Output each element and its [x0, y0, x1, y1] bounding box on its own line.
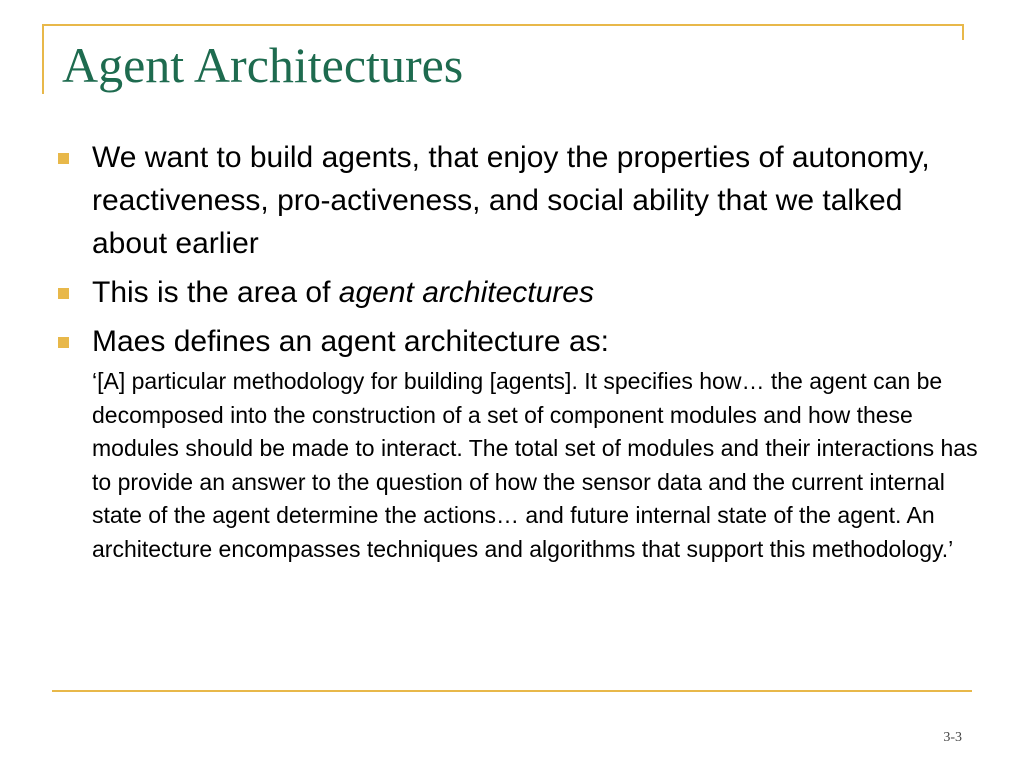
bullet-item-2	[58, 271, 978, 314]
square-bullet-icon	[58, 337, 69, 348]
definition-quote: ‘[A] particular methodology for building [agents]. It specifies how… the agent can be decomposed into the construction of a set of component modules and how these modules should be made to interact. The total set of modules and their interactions has to provide an answer to the question of how the sensor data and the current internal state of the agent determine the actions… and future internal state of the agent. An architecture encompasses techniques and algorithms that support this methodology.’	[92, 368, 978, 562]
square-bullet-icon	[58, 288, 69, 299]
bullet-text: We want to build agents, that enjoy the properties of autonomy, reactiveness, pro-activeness, and social ability that we talked about earlier	[92, 141, 930, 260]
bullet-text: This is the area of	[92, 276, 339, 309]
bullet-item-1	[58, 136, 978, 265]
frame-top-rule	[44, 24, 964, 26]
bullet-list	[58, 136, 978, 572]
frame-left-rule	[42, 24, 44, 94]
frame-right-rule	[962, 24, 964, 40]
slide-number: 3-3	[943, 730, 962, 745]
footer-rule	[52, 690, 972, 692]
bullet-text: Maes defines an agent architecture as:	[92, 325, 609, 358]
bullet-emphasis: agent architectures	[338, 276, 594, 309]
bullet-item-3	[58, 320, 978, 566]
square-bullet-icon	[58, 153, 69, 164]
slide-title: Agent Architectures	[62, 37, 464, 93]
